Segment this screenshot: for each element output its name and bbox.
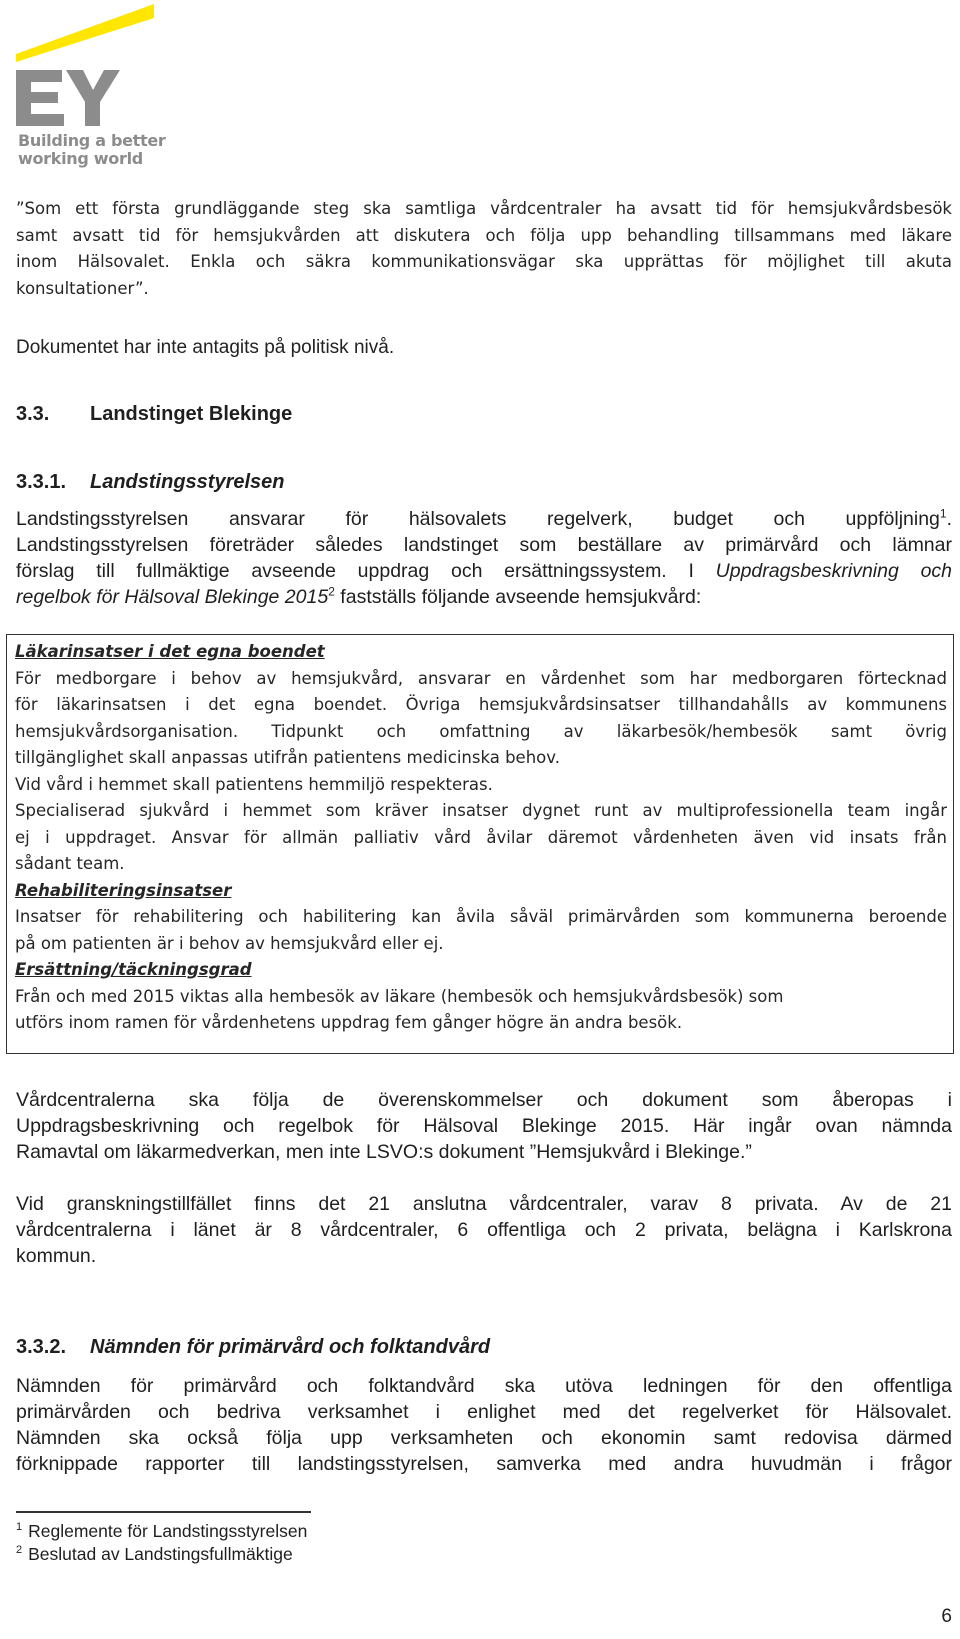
excerpt-line: utförs inom ramen för vårdenhetens uppdrag fem gånger högre än andra besök. xyxy=(15,1013,683,1032)
excerpt-line: för läkarinsatsen i det egna boendet. Övriga hemsjukvårdsinsatser tillhandahålls av kommunens xyxy=(15,695,947,714)
para-line: primärvården och bedriva verksamhet i enlighet med det regelverket för Hälsovalet. xyxy=(16,1401,952,1423)
quote-line: inom Hälsovalet. Enkla och säkra kommunikationsvägar ska upprättas för möjlighet till akuta xyxy=(16,252,952,271)
footnote-number: 2 xyxy=(16,1544,23,1557)
paragraph-granskningstillfallet xyxy=(16,1191,952,1269)
ey-logo-mark xyxy=(16,4,166,129)
section-title: Nämnden för primärvård och folktandvård xyxy=(90,1336,491,1358)
excerpt-line: För medborgare i behov av hemsjukvård, ansvarar en vårdenhet som har medborgaren förtecknad xyxy=(15,668,947,688)
para-line: Vårdcentralerna ska följa de överenskommelser och dokument som åberopas i xyxy=(16,1089,952,1111)
section-title: Landstinget Blekinge xyxy=(90,403,293,425)
para-line: Nämnden för primärvård och folktandvård ska utöva ledningen för den offentliga xyxy=(16,1375,952,1397)
excerpt-line: hemsjukvårdsorganisation. Tidpunkt och omfattning av läkarbesök/hembesök samt övrig xyxy=(15,721,947,741)
para-line: kommun. xyxy=(16,1245,97,1267)
logo-beam xyxy=(16,4,154,62)
note-text: Dokumentet har inte antagits på politisk nivå. xyxy=(16,337,395,358)
paragraph-namnden xyxy=(16,1373,952,1477)
footnote-text: Reglemente för Landstingsstyrelsen xyxy=(28,1521,308,1541)
logo-tagline-line-1: Building a better xyxy=(18,131,166,150)
section-number: 3.3.1. xyxy=(16,471,67,493)
excerpt-subheading: Ersättning/täckningsgrad xyxy=(15,960,252,979)
para-text: förslag till fullmäktige avseende uppdrag och ersättningssystem. I xyxy=(16,560,716,582)
excerpt-line: tillgänglighet skall anpassas utifrån patientens medicinska behov. xyxy=(15,748,560,767)
footnote-ref: 2 xyxy=(328,584,335,599)
quote-line: konsultationer”. xyxy=(16,278,149,298)
excerpt-box xyxy=(6,634,954,1054)
excerpt-line: Vid vård i hemmet skall patientens hemmiljö respekteras. xyxy=(15,774,493,794)
document-title-italic: Uppdragsbeskrivning och xyxy=(715,560,953,582)
para-line: Landstingsstyrelsen företräder således landstinget som beställare av primärvård och lämnar xyxy=(16,534,952,556)
para-line xyxy=(16,506,952,532)
excerpt-line: Insatser för rehabilitering och habilitering kan åvila såväl primärvården som kommunerna beroende xyxy=(15,907,947,926)
footnote-2 xyxy=(16,1543,307,1566)
para-line xyxy=(16,584,952,610)
section-heading-3-3-1 xyxy=(16,471,285,494)
para-text: Landstingsstyrelsen ansvarar för hälsovalets regelverk, budget och uppföljning xyxy=(16,508,940,530)
para-line: vårdcentralerna i länet är 8 vårdcentraler, 6 offentliga och 2 privata, belägna i Karlskrona xyxy=(16,1219,952,1241)
page-number: 6 xyxy=(941,1606,952,1627)
para-text: fastställs följande avseende hemsjukvård: xyxy=(334,586,702,608)
logo-tagline xyxy=(18,132,168,168)
excerpt-line: Från och med 2015 viktas alla hembesök av läkare (hembesök och hemsjukvårdsbesök) som xyxy=(15,986,784,1006)
quote-paragraph xyxy=(16,196,952,302)
excerpt-line: på om patienten är i behov av hemsjukvård eller ej. xyxy=(15,933,444,953)
para-line: Uppdragsbeskrivning och regelbok för Hälsoval Blekinge 2015. Här ingår ovan nämnda xyxy=(16,1115,952,1137)
quote-line: samt avsatt tid för hemsjukvården att diskutera och följa upp behandling tillsammans med läkare xyxy=(16,225,952,245)
footnote-text: Beslutad av Landstingsfullmäktige xyxy=(28,1544,293,1564)
para-line: Nämnden ska också följa upp verksamheten och ekonomin samt redovisa därmed xyxy=(16,1427,952,1449)
para-text: . xyxy=(946,508,952,530)
excerpt-subheading: Läkarinsatser i det egna boendet xyxy=(15,642,325,661)
logo-tagline-line-2: working world xyxy=(18,149,143,168)
ey-logo xyxy=(16,4,166,174)
section-title: Landstingsstyrelsen xyxy=(90,471,285,493)
logo-letter-y xyxy=(66,70,120,126)
logo-letter-e xyxy=(16,70,64,126)
footnote-1 xyxy=(16,1520,307,1543)
para-line xyxy=(16,558,952,584)
para-line: förknippade rapporter till landstingsstyrelsen, samverka med andra huvudmän i frågor xyxy=(16,1453,952,1475)
paragraph-landstingsstyrelsen xyxy=(16,506,952,610)
footnote-ref: 1 xyxy=(939,506,947,521)
paragraph-vardcentralerna xyxy=(16,1087,952,1165)
section-number: 3.3. xyxy=(16,403,50,425)
footnote-number: 1 xyxy=(16,1521,23,1534)
section-heading-3-3-2 xyxy=(16,1336,490,1359)
excerpt-line: sådant team. xyxy=(15,854,125,873)
para-line: Ramavtal om läkarmedverkan, men inte LSVO:s dokument ”Hemsjukvård i Blekinge.” xyxy=(16,1141,752,1163)
section-heading-3-3 xyxy=(16,403,292,426)
footnotes xyxy=(16,1520,307,1566)
document-title-italic: regelbok för Hälsoval Blekinge 2015 xyxy=(16,586,329,608)
para-line: Vid granskningstillfället finns det 21 anslutna vårdcentraler, varav 8 privata. Av de 21 xyxy=(16,1193,952,1215)
excerpt-line: ej i uppdraget. Ansvar för allmän palliativ vård åvilar däremot vårdenheten även vid insats från xyxy=(15,827,947,847)
quote-line: ”Som ett första grundläggande steg ska samtliga vårdcentraler ha avsatt tid för hemsjukvårdsbesök xyxy=(16,199,952,218)
footnote-divider xyxy=(16,1511,311,1513)
excerpt-content xyxy=(15,639,947,1037)
excerpt-line: Specialiserad sjukvård i hemmet som kräver insatser dygnet runt av multiprofessionella team ingår xyxy=(15,801,947,820)
section-number: 3.3.2. xyxy=(16,1336,67,1358)
excerpt-subheading: Rehabiliteringsinsatser xyxy=(15,880,232,900)
